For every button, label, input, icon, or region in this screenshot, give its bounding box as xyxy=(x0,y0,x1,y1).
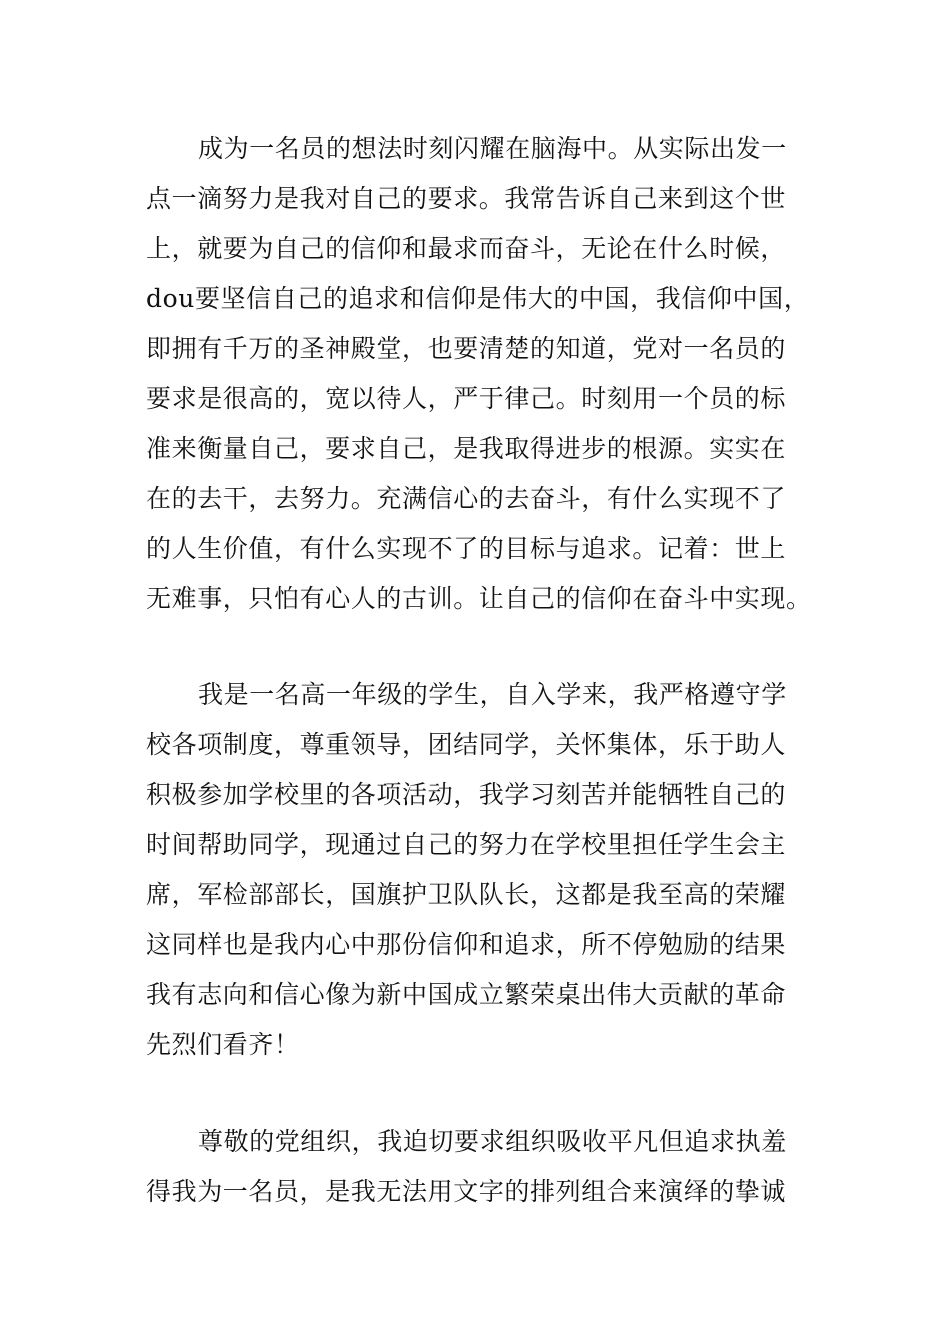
text-line: 这同样也是我内心中那份信仰和追求，所不停勉励的结果 xyxy=(146,930,787,959)
text-line: 先烈们看齐！ xyxy=(146,1030,300,1059)
text-line: 时间帮助同学，现通过自己的努力在学校里担任学生会主 xyxy=(146,830,787,859)
text-line: 即拥有千万的圣神殿堂，也要清楚的知道，党对一名员的 xyxy=(146,334,787,363)
text-line: 无难事，只怕有心人的古训。让自己的信仰在奋斗中实现。 xyxy=(146,584,812,613)
text-line: 的人生价值，有什么实现不了的目标与追求。记着：世上 xyxy=(146,534,787,563)
text-line: 积极参加学校里的各项活动，我学习刻苦并能牺牲自己的 xyxy=(146,780,787,809)
paragraph-3 xyxy=(146,1117,826,1217)
text-line: 校各项制度，尊重领导，团结同学，关怀集体，乐于助人 xyxy=(146,730,787,759)
paragraph-1 xyxy=(146,124,826,624)
text-line: dou要坚信自己的追求和信仰是伟大的中国，我信仰中国， xyxy=(146,284,810,313)
text-line: 成为一名员的想法时刻闪耀在脑海中。从实际出发一 xyxy=(198,134,787,163)
text-line: 在的去干，去努力。充满信心的去奋斗，有什么实现不了 xyxy=(146,484,787,513)
text-line: 得我为一名员，是我无法用文字的排列组合来演绎的挚诚 xyxy=(146,1177,787,1206)
text-line: 上，就要为自己的信仰和最求而奋斗，无论在什么时候， xyxy=(146,234,787,263)
text-line: 席，军检部部长，国旗护卫队队长，这都是我至高的荣耀 xyxy=(146,880,787,909)
paragraph-2 xyxy=(146,670,826,1070)
text-line: 准来衡量自己，要求自己，是我取得进步的根源。实实在 xyxy=(146,434,787,463)
text-line: 点一滴努力是我对自己的要求。我常告诉自己来到这个世 xyxy=(146,184,787,213)
text-line: 我有志向和信心像为新中国成立繁荣桌出伟大贡献的革命 xyxy=(146,980,787,1009)
text-line: 要求是很高的，宽以待人，严于律己。时刻用一个员的标 xyxy=(146,384,787,413)
text-line: 尊敬的党组织，我迫切要求组织吸收平凡但追求执羞 xyxy=(198,1127,787,1156)
text-line: 我是一名高一年级的学生，自入学来，我严格遵守学 xyxy=(198,680,787,709)
